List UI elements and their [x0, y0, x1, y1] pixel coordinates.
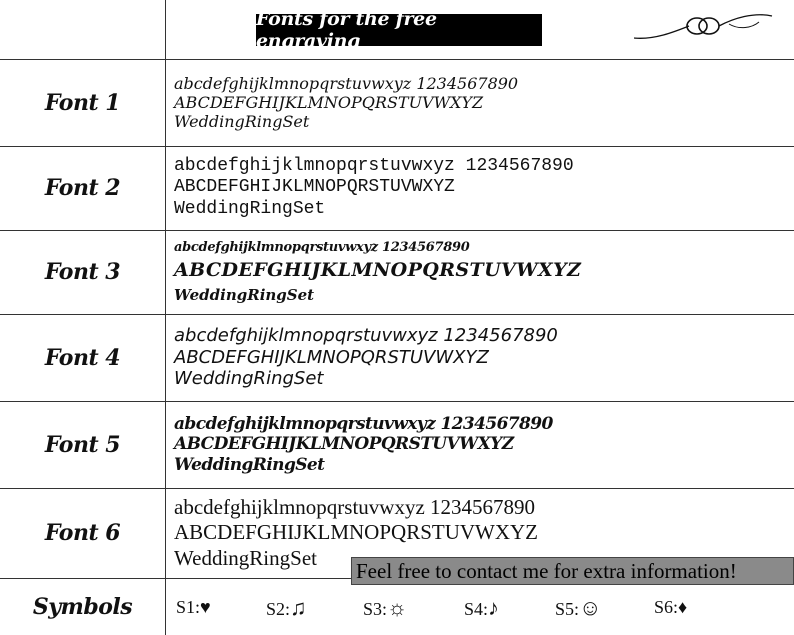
font-4-row: [0, 314, 794, 401]
font-6-uppercase: ABCDEFGHIJKLMNOPQRSTUVWXYZ: [174, 520, 539, 545]
symbol-s3-code: S3:: [363, 598, 388, 619]
font-2-word: WeddingRingSet: [174, 198, 326, 219]
font-3-row: [0, 230, 794, 314]
symbol-s2-code: S2:: [266, 598, 291, 619]
font-5-samples: [166, 401, 794, 488]
contact-note: Feel free to contact me for extra information!: [351, 557, 794, 585]
font-1-word: WeddingRingSet: [174, 112, 310, 132]
symbols-row: [0, 578, 794, 635]
symbol-s5: [555, 595, 601, 621]
font-4-uppercase: ABCDEFGHIJKLMNOPQRSTUVWXYZ: [174, 346, 489, 368]
symbol-s4: [464, 595, 499, 621]
font-2-label: Font 2: [0, 146, 166, 230]
heart-icon: ♥: [200, 596, 211, 617]
font-1-uppercase: ABCDEFGHIJKLMNOPQRSTUVWXYZ: [174, 92, 484, 112]
font-1-label: Font 1: [0, 59, 166, 146]
symbol-s3: [363, 595, 407, 621]
font-2-row: [0, 146, 794, 230]
font-1-lowercase: abcdefghijklmnopqrstuvwxyz 1234567890: [174, 73, 519, 93]
font-3-uppercase: ABCDEFGHIJKLMNOPQRSTUVWXYZ: [174, 258, 582, 281]
header-row: [0, 0, 794, 59]
interlocked-rings-icon: [634, 8, 774, 44]
font-6-label: Font 6: [0, 488, 166, 578]
symbol-s6: [654, 597, 687, 618]
symbols-list: [166, 579, 794, 635]
font-5-row: [0, 401, 794, 488]
symbol-s6-code: S6:: [654, 596, 679, 617]
sun-icon: ☼: [387, 594, 408, 620]
smiley-icon: ☺: [579, 594, 602, 620]
font-3-label: Font 3: [0, 230, 166, 314]
font-1-row: [0, 59, 794, 146]
font-4-samples: [166, 314, 794, 401]
font-5-word: WeddingRingSet: [174, 454, 325, 475]
font-6-lowercase: abcdefghijklmnopqrstuvwxyz 1234567890: [174, 495, 536, 520]
eighth-note-icon: ♪: [488, 594, 500, 620]
symbols-cell: [166, 578, 794, 635]
font-3-samples: [166, 230, 794, 314]
font-3-lowercase: abcdefghijklmnopqrstuvwxyz 1234567890: [174, 239, 470, 255]
font-5-label: Font 5: [0, 401, 166, 488]
header-blank-cell: [0, 0, 166, 59]
font-6-word: WeddingRingSet: [174, 545, 317, 570]
diamond-icon: ♦: [678, 596, 688, 617]
symbol-s2: [266, 595, 307, 621]
header-cell: [166, 0, 794, 59]
font-1-samples: [166, 59, 794, 146]
font-4-label: Font 4: [0, 314, 166, 401]
font-2-lowercase: abcdefghijklmnopqrstuvwxyz 1234567890: [174, 155, 574, 176]
symbol-s4-code: S4:: [464, 598, 489, 619]
font-3-word: WeddingRingSet: [174, 285, 315, 304]
symbol-s1: [176, 597, 211, 618]
symbol-s1-code: S1:: [176, 596, 201, 617]
page-title: Fonts for the free engraving: [256, 14, 542, 46]
font-2-uppercase: ABCDEFGHIJKLMNOPQRSTUVWXYZ: [174, 177, 455, 198]
font-4-lowercase: abcdefghijklmnopqrstuvwxyz 1234567890: [174, 325, 558, 347]
symbol-s5-code: S5:: [555, 598, 580, 619]
beamed-notes-icon: ♫: [290, 594, 307, 620]
font-5-lowercase: abcdefghijklmnopqrstuvwxyz 1234567890: [174, 413, 553, 434]
font-2-samples: [166, 146, 794, 230]
symbols-label: Symbols: [0, 578, 166, 635]
font-4-word: WeddingRingSet: [174, 368, 324, 390]
font-5-uppercase: ABCDEFGHIJKLMNOPQRSTUVWXYZ: [174, 434, 514, 455]
